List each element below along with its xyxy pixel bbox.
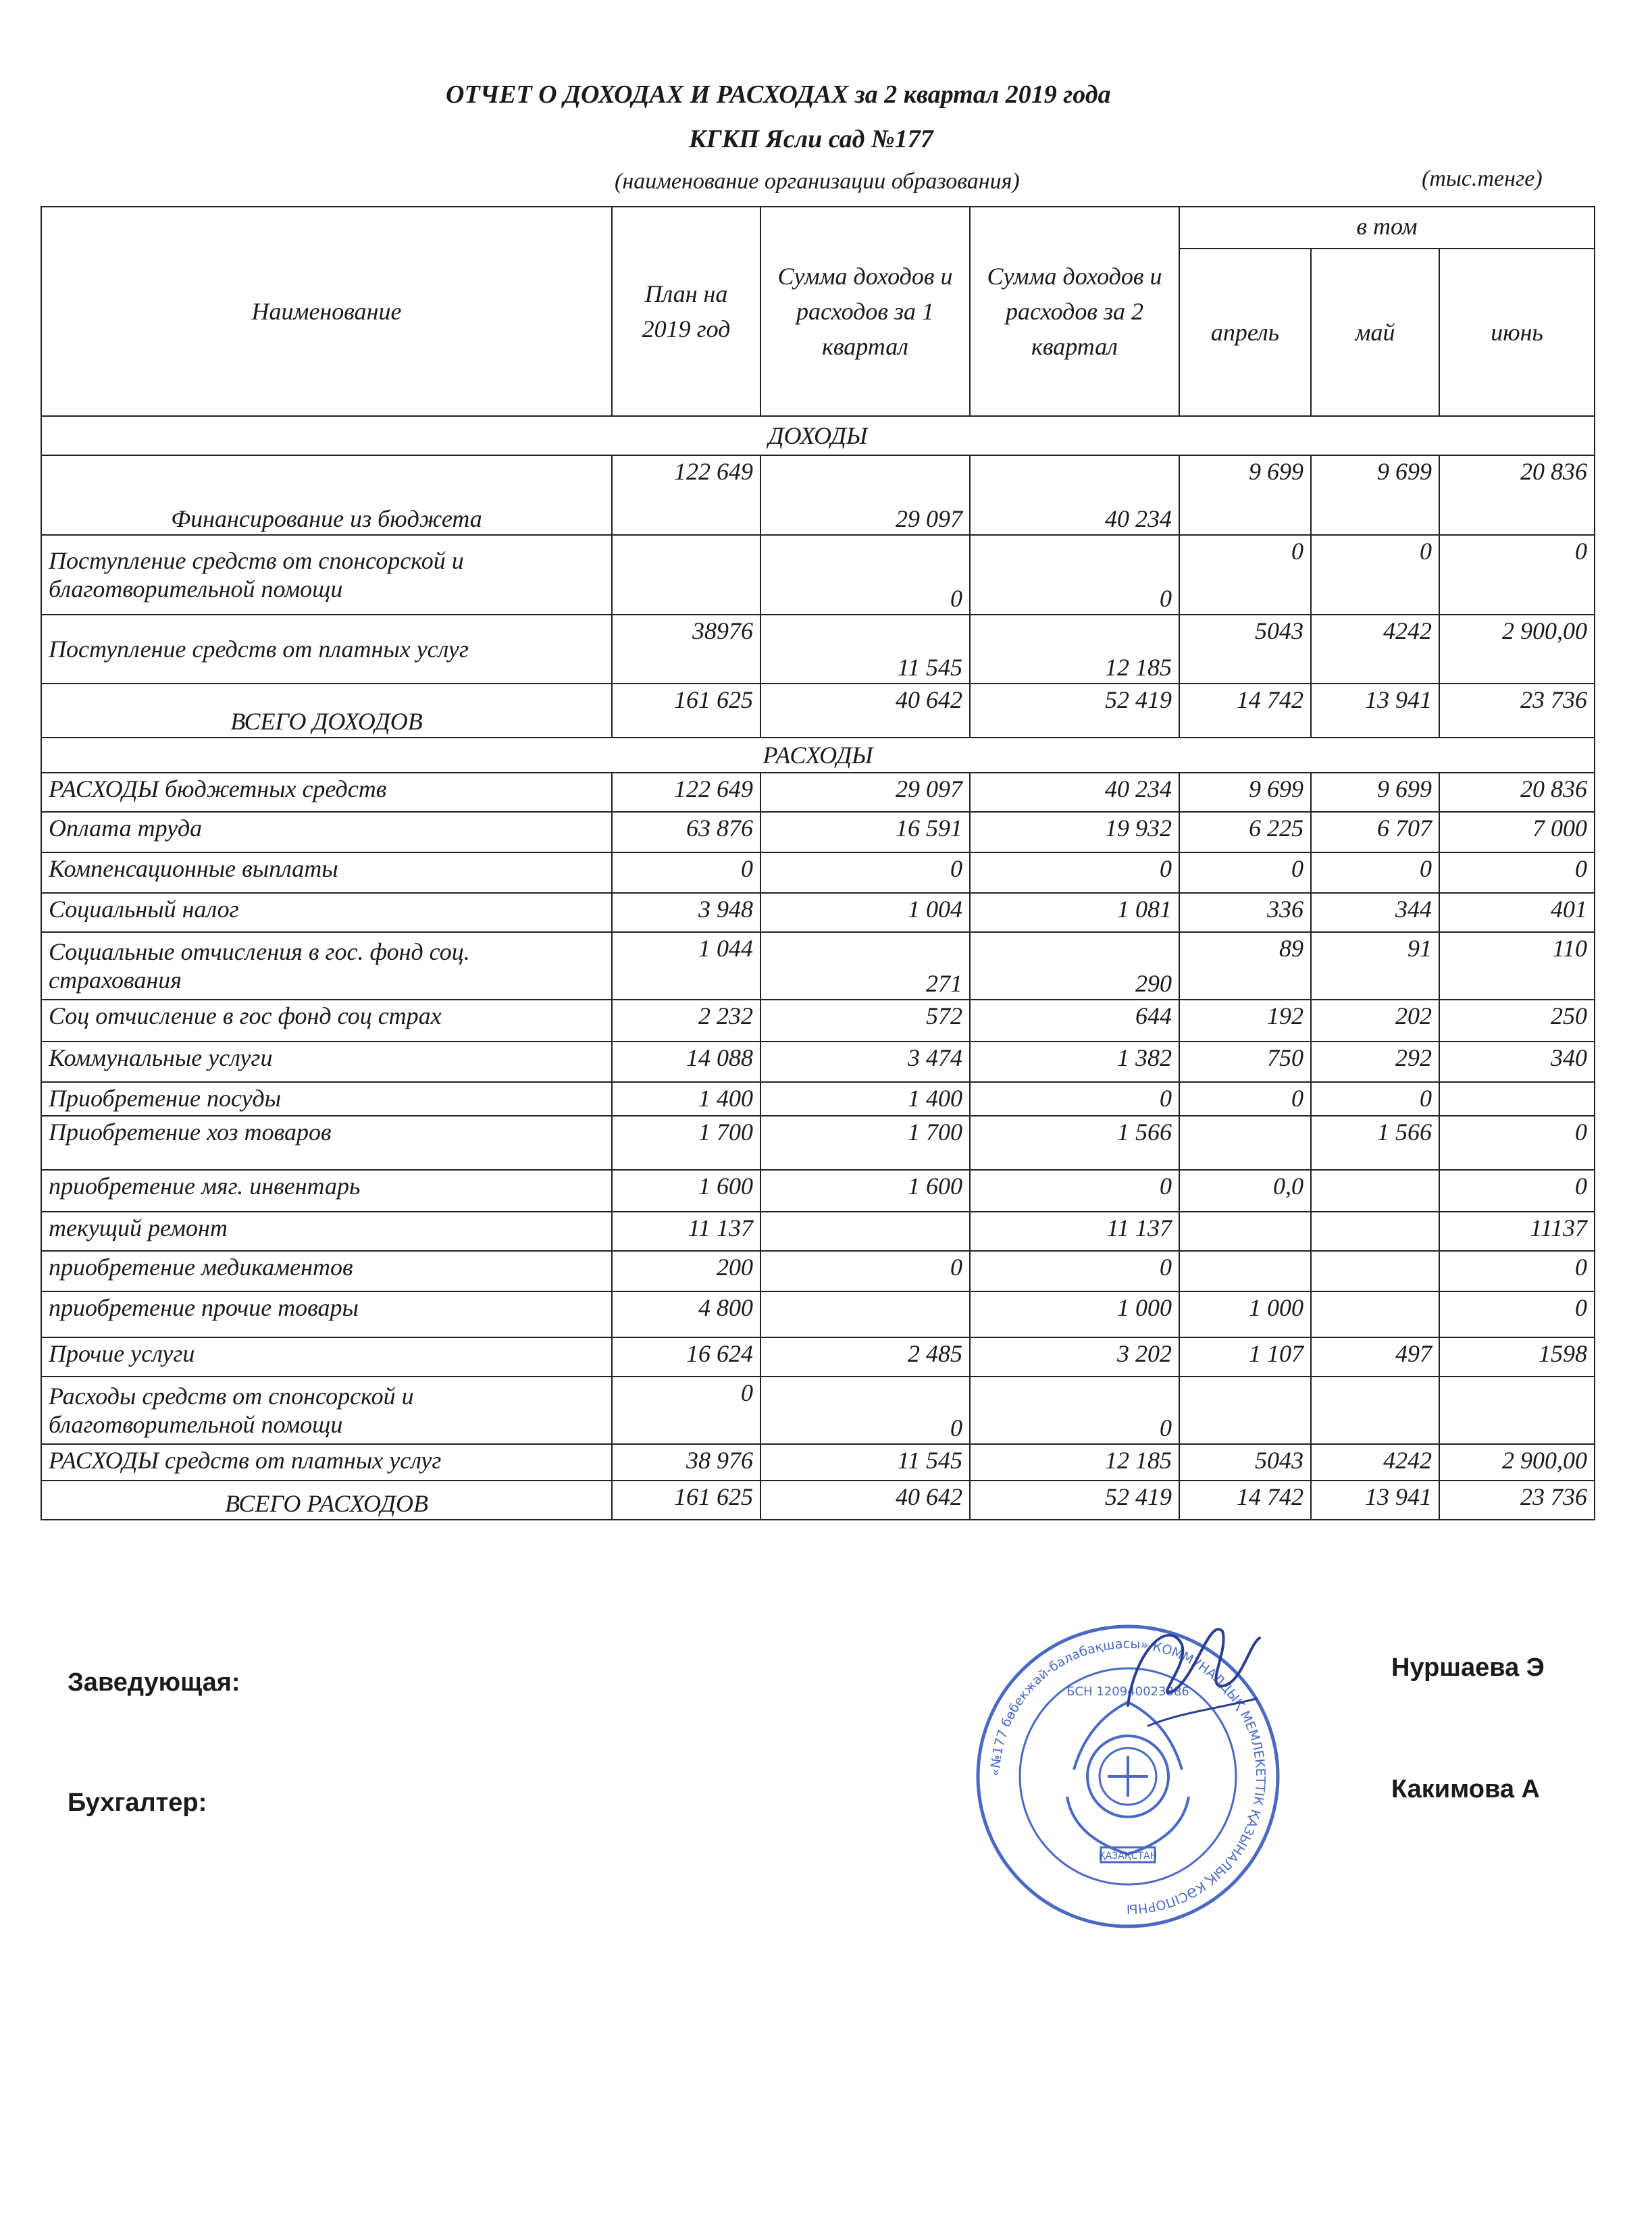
cell-m2: 4242 [1311,615,1439,684]
cell-m2: 497 [1311,1337,1439,1377]
cell-m2: 13 941 [1311,1481,1439,1520]
handwritten-signature [1108,1591,1270,1746]
cell-q2: 12 185 [970,1444,1179,1481]
cell-m3: 250 [1439,1000,1595,1042]
cell-q2: 40 234 [970,773,1179,812]
table-row [41,1444,1595,1481]
table-row [41,893,1595,932]
cell-m1 [1179,1251,1311,1291]
table-row [41,852,1595,893]
cell-m3: 0 [1439,1116,1595,1170]
cell-m3 [1439,1082,1595,1116]
cell-q1: 11 545 [760,1444,970,1481]
cell-m1: 14 742 [1179,684,1311,738]
cell-q1: 40 642 [760,1481,970,1520]
cell-q1: 11 545 [760,615,970,684]
cell-m1: 0 [1179,535,1311,615]
cell-q1: 29 097 [760,455,970,535]
organization-name: КГКП Ясли сад №177 [689,125,933,153]
col-header-plan: План на 2019 год [612,207,760,416]
col-header-april: апрель [1179,249,1311,416]
cell-m2: 13 941 [1311,684,1439,738]
cell-plan: 200 [612,1251,760,1291]
cell-q2: 0 [970,1377,1179,1444]
report-title: ОТЧЕТ О ДОХОДАХ И РАСХОДАХ за 2 квартал 2019 года [446,80,1111,109]
col-header-june: июнь [1439,249,1595,416]
cell-m1: 0 [1179,1082,1311,1116]
cell-m1: 336 [1179,893,1311,932]
cell-m3: 110 [1439,932,1595,1000]
cell-m1: 14 742 [1179,1481,1311,1520]
cell-q1: 1 700 [760,1116,970,1170]
cell-plan: 0 [612,1377,760,1444]
cell-q2: 0 [970,535,1179,615]
cell-q2: 52 419 [970,1481,1179,1520]
row-label: текущий ремонт [41,1212,612,1251]
cell-q2: 644 [970,1000,1179,1042]
cell-m2 [1311,1212,1439,1251]
cell-q2: 52 419 [970,684,1179,738]
cell-m3: 0 [1439,1251,1595,1291]
cell-q1: 3 474 [760,1042,970,1082]
table-row [41,615,1595,684]
cell-m3: 0 [1439,1170,1595,1212]
cell-m2: 6 707 [1311,812,1439,852]
cell-plan: 2 232 [612,1000,760,1042]
cell-m3: 23 736 [1439,684,1595,738]
cell-m3: 2 900,00 [1439,615,1595,684]
cell-m1: 6 225 [1179,812,1311,852]
cell-m3: 1598 [1439,1337,1595,1377]
row-label: РАСХОДЫ бюджетных средств [41,773,612,812]
cell-plan: 14 088 [612,1042,760,1082]
cell-m2: 344 [1311,893,1439,932]
cell-m3: 0 [1439,1291,1595,1337]
table-row [41,1212,1595,1251]
cell-q1 [760,1291,970,1337]
cell-q2: 290 [970,932,1179,1000]
seal-inner-text: БСН 120940023886 [1066,1685,1189,1699]
cell-m3: 0 [1439,535,1595,615]
row-label: приобретение мяг. инвентарь [41,1170,612,1212]
cell-m1 [1179,1116,1311,1170]
cell-q2: 3 202 [970,1337,1179,1377]
cell-q1: 1 600 [760,1170,970,1212]
cell-plan: 16 624 [612,1337,760,1377]
table-row [41,684,1595,738]
cell-q2: 1 382 [970,1042,1179,1082]
head-label: Заведующая: [68,1668,240,1697]
row-label: Соц отчисление в гос фонд соц страх [41,1000,612,1042]
cell-m1: 0 [1179,852,1311,893]
table-row [41,932,1595,1000]
cell-q2: 1 081 [970,893,1179,932]
table-row [41,1042,1595,1082]
cell-q1: 1 400 [760,1082,970,1116]
cell-m2: 9 699 [1311,455,1439,535]
cell-q2: 40 234 [970,455,1179,535]
row-label: ВСЕГО ДОХОДОВ [41,684,612,738]
cell-plan: 122 649 [612,455,760,535]
table-row [41,1377,1595,1444]
cell-m1: 192 [1179,1000,1311,1042]
cell-m2: 9 699 [1311,773,1439,812]
section-expenses: РАСХОДЫ [41,738,1595,773]
cell-m2: 1 566 [1311,1116,1439,1170]
row-label: Расходы средств от спонсорской и благотворительной помощи [41,1377,612,1444]
seal-outer-text: «№177 бөбекжай-балабақшасы» КОММУНАЛДЫҚ МЕМЛЕКЕТТІК ҚАЗЫНАЛЫҚ КӘСІПОРНЫ [987,1636,1268,1917]
cell-q2: 11 137 [970,1212,1179,1251]
row-label: Финансирование из бюджета [41,455,612,535]
cell-m2: 202 [1311,1000,1439,1042]
cell-plan: 1 400 [612,1082,760,1116]
organization-caption: (наименование организации образования) [615,169,1020,194]
col-header-q1: Сумма доходов и расходов за 1 квартал [760,207,970,416]
table-row [41,1170,1595,1212]
table-row [41,1291,1595,1337]
cell-plan: 1 700 [612,1116,760,1170]
units-label: (тыс.тенге) [1422,166,1543,191]
cell-plan: 3 948 [612,893,760,932]
cell-q1 [760,1212,970,1251]
cell-m3: 401 [1439,893,1595,932]
cell-q1: 0 [760,535,970,615]
cell-q1: 271 [760,932,970,1000]
cell-plan: 1 600 [612,1170,760,1212]
row-label: Приобретение хоз товаров [41,1116,612,1170]
table-row [41,812,1595,852]
cell-plan: 0 [612,852,760,893]
cell-m2: 0 [1311,1082,1439,1116]
cell-m3: 2 900,00 [1439,1444,1595,1481]
cell-plan: 11 137 [612,1212,760,1251]
cell-m1: 1 000 [1179,1291,1311,1337]
col-header-q2: Сумма доходов и расходов за 2 квартал [970,207,1179,416]
cell-plan: 1 044 [612,932,760,1000]
cell-m1: 5043 [1179,1444,1311,1481]
cell-q1: 2 485 [760,1337,970,1377]
cell-plan: 63 876 [612,812,760,852]
cell-q2: 12 185 [970,615,1179,684]
cell-m1: 0,0 [1179,1170,1311,1212]
cell-m1: 1 107 [1179,1337,1311,1377]
col-header-name: Наименование [41,207,612,416]
cell-q1: 40 642 [760,684,970,738]
row-label: Поступление средств от платных услуг [41,615,612,684]
table-row [41,1000,1595,1042]
cell-plan: 161 625 [612,684,760,738]
table-row [41,773,1595,812]
row-label: Оплата труда [41,812,612,852]
cell-q2: 0 [970,1251,1179,1291]
cell-m3: 340 [1439,1042,1595,1082]
cell-m3: 23 736 [1439,1481,1595,1520]
cell-m3: 0 [1439,852,1595,893]
cell-m2 [1311,1291,1439,1337]
row-label: Приобретение посуды [41,1082,612,1116]
cell-q1: 1 004 [760,893,970,932]
cell-m1: 750 [1179,1042,1311,1082]
cell-m3: 20 836 [1439,455,1595,535]
cell-q2: 19 932 [970,812,1179,852]
row-label: РАСХОДЫ средств от платных услуг [41,1444,612,1481]
row-label: приобретение прочие товары [41,1291,612,1337]
cell-m3: 7 000 [1439,812,1595,852]
cell-q1: 29 097 [760,773,970,812]
table-row [41,1116,1595,1170]
table-row [41,1337,1595,1377]
cell-m1: 5043 [1179,615,1311,684]
cell-q2: 1 000 [970,1291,1179,1337]
cell-q1: 572 [760,1000,970,1042]
cell-plan: 122 649 [612,773,760,812]
income-expense-table [41,206,1595,1520]
cell-m2 [1311,1170,1439,1212]
cell-q1: 0 [760,852,970,893]
cell-q1: 0 [760,1377,970,1444]
col-header-group: в том [1179,207,1595,249]
cell-m1 [1179,1212,1311,1251]
row-label: Компенсационные выплаты [41,852,612,893]
cell-m2: 4242 [1311,1444,1439,1481]
accountant-label: Бухгалтер: [68,1789,207,1817]
section-income: ДОХОДЫ [41,416,1595,455]
cell-m3 [1439,1377,1595,1444]
cell-q2: 0 [970,1082,1179,1116]
cell-m2 [1311,1251,1439,1291]
row-label: Социальные отчисления в гос. фонд соц. страхования [41,932,612,1000]
row-label: Коммунальные услуги [41,1042,612,1082]
table-row [41,1251,1595,1291]
table-row [41,1082,1595,1116]
row-label: Прочие услуги [41,1337,612,1377]
cell-m2: 91 [1311,932,1439,1000]
cell-q2: 1 566 [970,1116,1179,1170]
cell-m1: 9 699 [1179,773,1311,812]
cell-plan: 38 976 [612,1444,760,1481]
cell-m2 [1311,1377,1439,1444]
table-row [41,535,1595,615]
cell-m3: 11137 [1439,1212,1595,1251]
row-label: ВСЕГО РАСХОДОВ [41,1481,612,1520]
cell-plan: 4 800 [612,1291,760,1337]
accountant-name: Какимова А [1391,1775,1540,1803]
table-row [41,455,1595,535]
cell-m1 [1179,1377,1311,1444]
cell-q1: 0 [760,1251,970,1291]
cell-q2: 0 [970,1170,1179,1212]
cell-plan: 161 625 [612,1481,760,1520]
cell-q1: 16 591 [760,812,970,852]
col-header-may: май [1311,249,1439,416]
cell-m2: 0 [1311,535,1439,615]
head-name: Нуршаева Э [1391,1653,1545,1682]
cell-m1: 89 [1179,932,1311,1000]
cell-m3: 20 836 [1439,773,1595,812]
row-label: приобретение медикаментов [41,1251,612,1291]
seal-country-text: ҚАЗАҚСТАН [1098,1851,1158,1862]
cell-plan: 38976 [612,615,760,684]
cell-m1: 9 699 [1179,455,1311,535]
cell-q2: 0 [970,852,1179,893]
cell-m2: 0 [1311,852,1439,893]
row-label: Поступление средств от спонсорской и благотворительной помощи [41,535,612,615]
row-label: Социальный налог [41,893,612,932]
cell-m2: 292 [1311,1042,1439,1082]
table-row [41,1481,1595,1520]
cell-plan [612,535,760,615]
